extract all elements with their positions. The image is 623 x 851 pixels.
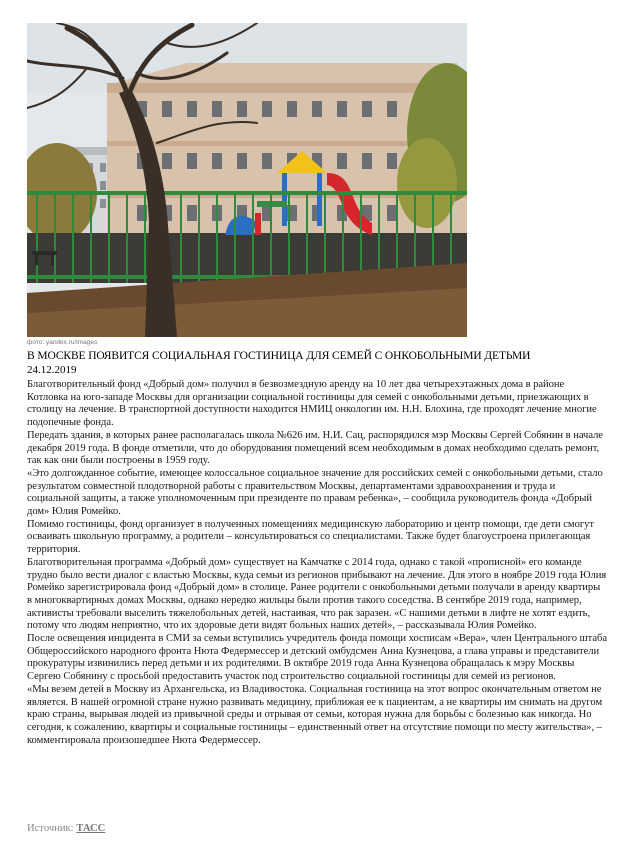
article-paragraph: «Это долгожданное событие, имеющее колоссальное социальное значение для российских семей с онкобольными детьми, стало результатом совместной плодотворной работы с правительством Москвы, департаментами здравоохранения и труда и социальной защиты, а также уполномоченным при президенте по правам ребенка», – сообщила руководитель фонда «Добрый дом» Юлия Ромейко.: [27, 467, 603, 518]
article-body: [27, 379, 607, 747]
article-photo: [27, 23, 467, 337]
article-paragraph: Помимо гостиницы, фонд организует в полученных помещениях медицинскую лабораторию и центр помощи, где дети смогут осваивать школьную программу, а родители – консультироваться со специалистами. Также будет благоустроена прилегающая территория.: [27, 518, 594, 556]
source-link[interactable]: ТАСС: [76, 823, 106, 834]
article-paragraph: Благотворительная программа «Добрый дом» существует на Камчатке с 2014 года, однако с такой «прописной» его команде трудно было вести диалог с властью Москвы, куда семьи из регионов прибывают на лечение. Для этого в ноябре 2019 года Юлия Ромейко зарегистрировала фонд «Добрый дом» в столице. Ранее родители с онкобольными детьми получали в аренду квартиры в многоквартирных домах Москвы, однако нередко жильцы были против такого соседства. В сентябре 2019 года, например, активисты требовали выселить тяжелобольных детей, настаивая, что рак заразен. «С нашими детьми в лифте не хотят ездить, потому что людям неприятно, что их здоровые дети видят больных наших детей», – рассказывала Юлия Ромейко.: [27, 556, 607, 632]
article-paragraph: «Мы везем детей в Москву из Архангельска, из Владивостока. Социальная гостиница на этот вопрос окончательным ответом не является. В нашей огромной стране нужно развивать медицину, приближая ее к пациентам, а не квартиры им снимать на другом краю страны, вырывая людей из привычной среды и отрывая от семьи, которая нужна для борьбы с болезнью как никогда. Но сегодня, к сожалению, квартиры и социальные гостиницы – единственный ответ на отсутствие помощи по месту жительства», – комментировала произошедшее Нюта Федермессер.: [27, 683, 603, 746]
article-paragraph: Благотворительный фонд «Добрый дом» получил в безвозмездную аренду на 10 лет два четырехэтажных дома в районе Котловка на юго-западе Москвы для организации социальной гостиницы для семей с онкобольными детьми, приезжающих в столицу на лечение. В транспортной доступности находится НМИЦ онкологии им. Н.Н. Блохина, где проходят лечение многие подопечные фонда.: [27, 379, 597, 429]
source-line: [27, 823, 105, 834]
article-title: В МОСКВЕ ПОЯВИТСЯ СОЦИАЛЬНАЯ ГОСТИНИЦА ДЛЯ СЕМЕЙ С ОНКОБОЛЬНЫМИ ДЕТЬМИ: [27, 350, 531, 362]
schoolyard-image: [27, 23, 467, 337]
article-paragraph: После освещения инцидента в СМИ за семьи вступились учредитель фонда помощи хосписам «Вера», член Центрального штаба Общероссийского народного фронта Нюта Федермессер и детский омбудсмен Анна Кузнецова, а глава управы и представители прокуратуры извинились перед детьми и их родителями. В октябре 2019 года Анна Кузнецова обращалась к мэру Москвы Сергею Собянину с просьбой предоставить участок под строительство социальной гостиницы для семей из регионов.: [27, 633, 608, 683]
source-label: Источник:: [27, 823, 74, 834]
article-date: 24.12.2019: [27, 364, 77, 376]
article-paragraph: Передать здания, в которых ранее располагалась школа №626 им. Н.И. Сац, распорядился мэр Москвы Сергей Собянин в начале декабря 2019 года. В фонде отметили, что до оборудования помещений всем необходимым в домах необходимо сделать ремонт, так как они были построены в 1959 году.: [27, 429, 603, 467]
photo-caption: фото: yandex.ru/images: [27, 339, 98, 346]
